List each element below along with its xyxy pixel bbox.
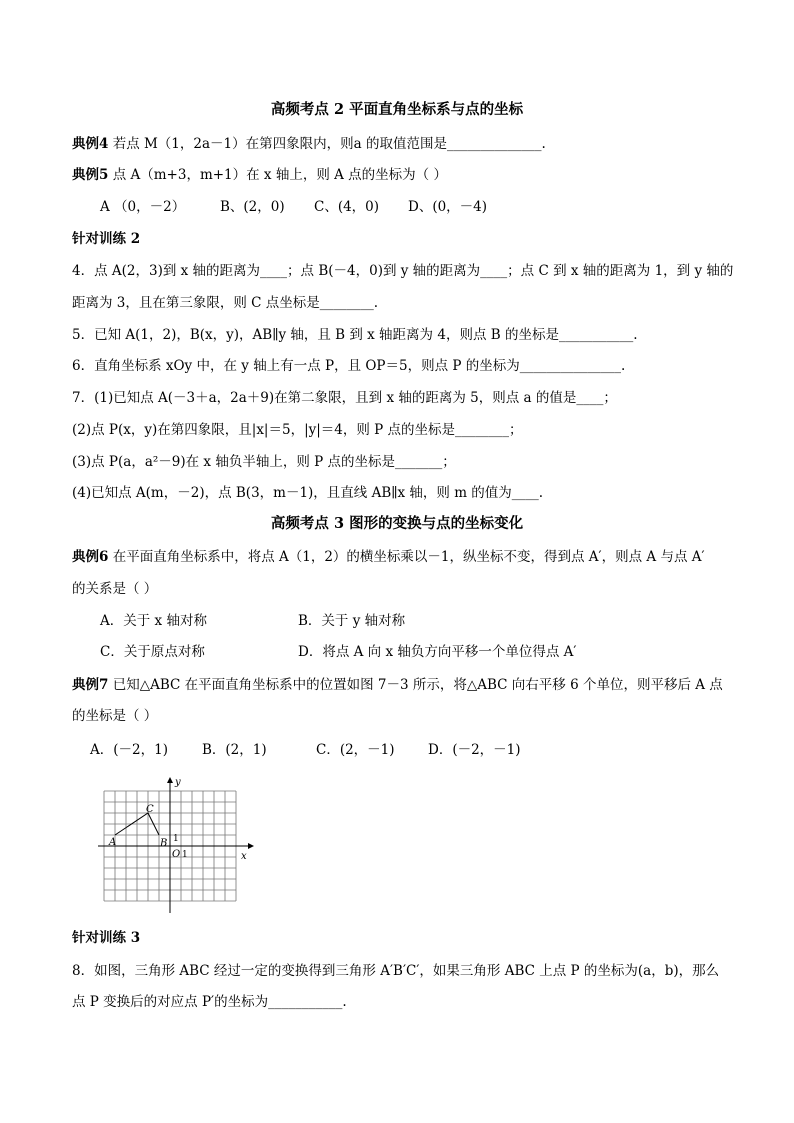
example6-text: 在平面直角坐标系中，将点 A（1，2）的横坐标乘以－1，纵坐标不变，得到点 A′，则点 A 与点 A′ bbox=[108, 549, 705, 565]
example7-text: 已知△ABC 在平面直角坐标系中的位置如图 7－3 所示，将△ABC 向右平移 6 个单位，则平移后 A 点 bbox=[108, 677, 723, 693]
example5-option-a: A （0，－2） bbox=[100, 199, 186, 215]
origin-label: O bbox=[172, 849, 181, 860]
y-axis-arrow bbox=[167, 777, 173, 783]
example4 bbox=[72, 135, 546, 153]
example7-option-b: B．(2，1) bbox=[202, 742, 267, 758]
question7-part3: (3)点 P(a，a²－9)在 x 轴负半轴上，则 P 点的坐标是_______； bbox=[72, 454, 456, 470]
question8-line2: 点 P 变换后的对应点 P′的坐标为___________. bbox=[72, 994, 347, 1010]
example6 bbox=[72, 548, 705, 566]
example4-text: 若点 M（1，2a－1）在第四象限内，则a 的取值范围是______________. bbox=[108, 136, 546, 152]
example5-label: 典例5 bbox=[72, 167, 109, 183]
question5: 5．已知 A(1，2)，B(x，y)，AB∥y 轴，且 B 到 x 轴距离为 4，则点 B 的坐标是___________. bbox=[72, 327, 638, 343]
question7-part1: 7．(1)已知点 A(－3＋a，2a＋9)在第二象限，且到 x 轴的距离为 5，则点 a 的值是____； bbox=[72, 390, 617, 406]
example6-option-d: D．将点 A 向 x 轴负方向平移一个单位得点 A′ bbox=[298, 644, 577, 660]
question4-line1: 4．点 A(2，3)到 x 轴的距离为____；点 B(－4，0)到 y 轴的距离为____；点 C 到 x 轴的距离为 1，到 y 轴的 bbox=[72, 263, 734, 279]
example7-option-c: C．(2，－1) bbox=[316, 742, 395, 758]
question7-part2: (2)点 P(x，y)在第四象限，且|x|＝5，|y|＝4，则 P 点的坐标是________； bbox=[72, 422, 523, 438]
example7-option-a: A．(－2，1) bbox=[90, 742, 168, 758]
example5-option-c: C、(4，0) bbox=[314, 199, 380, 215]
example7-option-d: D．(－2，－1) bbox=[428, 742, 521, 758]
example5-option-d: D、(0，－4) bbox=[408, 199, 488, 215]
coordinate-grid-figure bbox=[98, 775, 258, 915]
x-axis-label: x bbox=[241, 851, 247, 862]
example7 bbox=[72, 676, 723, 694]
question7-part4: (4)已知点 A(m，－2)，点 B(3，m－1)，且直线 AB∥x 轴，则 m 的值为____. bbox=[72, 485, 544, 501]
example4-label: 典例4 bbox=[72, 136, 109, 152]
x-axis-arrow bbox=[248, 843, 254, 849]
section3-title: 高频考点 3 图形的变换与点的坐标变化 bbox=[270, 515, 524, 532]
example6-option-a: A．关于 x 轴对称 bbox=[100, 613, 207, 629]
example6-label: 典例6 bbox=[72, 549, 109, 565]
question6: 6．直角坐标系 xOy 中，在 y 轴上有一点 P，且 OP＝5，则点 P 的坐标为_______________. bbox=[72, 358, 626, 374]
practice2-label: 针对训练 2 bbox=[72, 231, 141, 247]
example5-option-b: B、(2，0) bbox=[220, 199, 285, 215]
example7-line2: 的坐标是（ ） bbox=[72, 708, 158, 724]
point-b-label: B bbox=[160, 838, 168, 849]
point-c-label: C bbox=[146, 804, 154, 815]
question8-line1: 8．如图，三角形 ABC 经过一定的变换得到三角形 A′B′C′，如果三角形 ABC 上点 P 的坐标为(a，b)，那么 bbox=[72, 963, 720, 979]
example5-text: 点 A（m+3，m+1）在 x 轴上，则 A 点的坐标为（ ） bbox=[108, 167, 447, 183]
example7-label: 典例7 bbox=[72, 677, 109, 693]
unit-y-label: 1 bbox=[173, 834, 179, 844]
point-a-label: A bbox=[109, 837, 117, 848]
example6-option-c: C．关于原点对称 bbox=[100, 644, 205, 660]
example6-line2: 的关系是（ ） bbox=[72, 581, 158, 597]
unit-x-label: 1 bbox=[182, 850, 188, 860]
section2-title: 高频考点 2 平面直角坐标系与点的坐标 bbox=[270, 101, 524, 118]
practice3-label: 针对训练 3 bbox=[72, 930, 141, 946]
question4-line2: 距离为 3，且在第三象限，则 C 点坐标是________. bbox=[72, 295, 379, 311]
y-axis-label: y bbox=[175, 777, 181, 788]
example6-option-b: B．关于 y 轴对称 bbox=[298, 613, 406, 629]
example5 bbox=[72, 166, 447, 184]
